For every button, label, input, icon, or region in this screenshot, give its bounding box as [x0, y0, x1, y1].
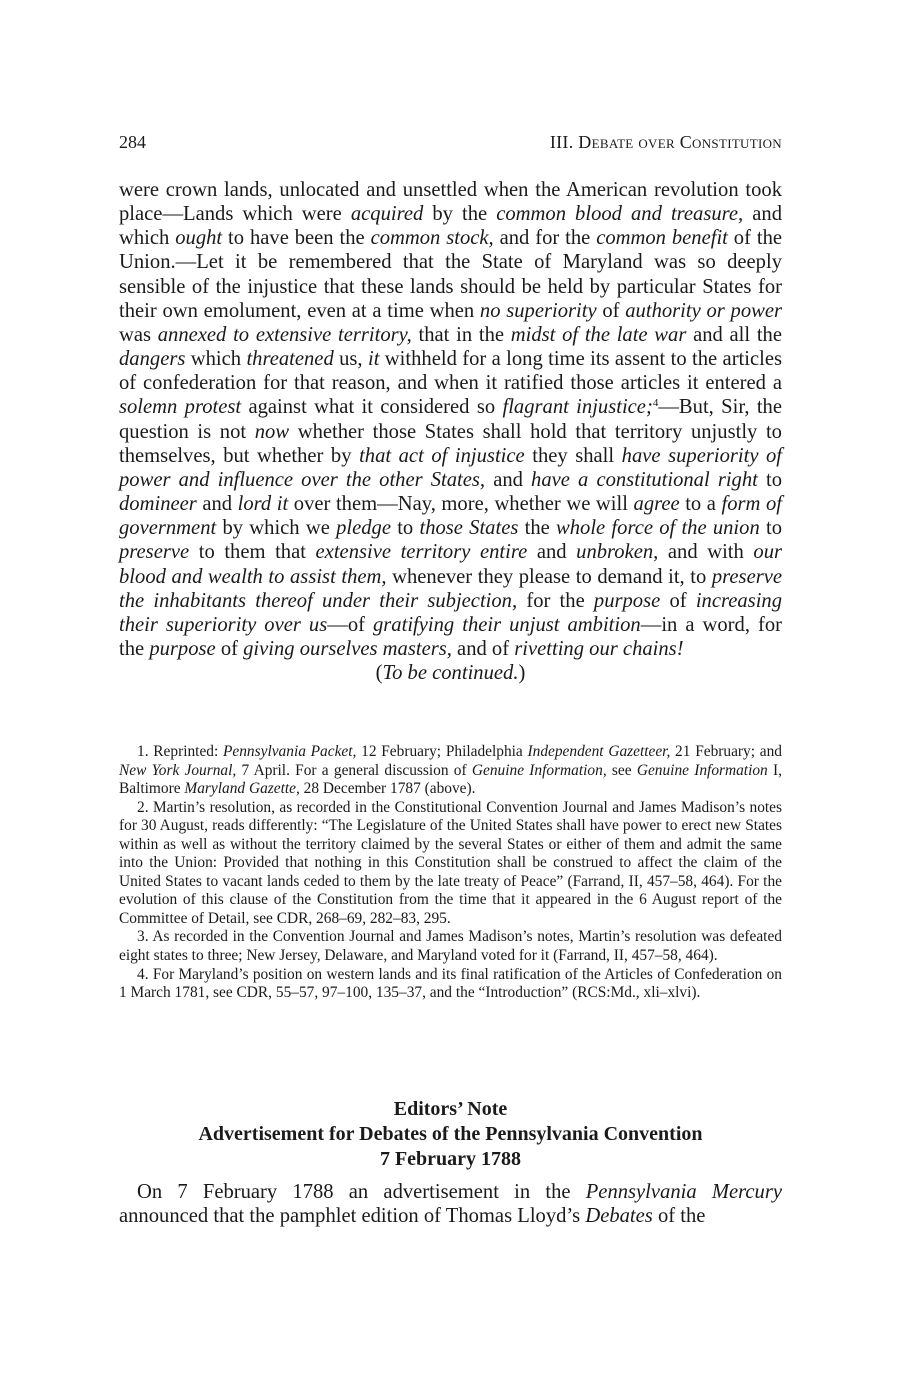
italic-text: Maryland Gazette, — [184, 780, 300, 798]
footnote-1 — [119, 743, 782, 799]
to-be-continued: (To be continued.) — [375, 662, 526, 685]
editors-note-heading — [119, 1097, 782, 1172]
italic-text: Genuine Information, — [471, 761, 607, 779]
text-run: the — [518, 517, 556, 540]
text-run: which — [185, 348, 247, 371]
subheading: Advertisement for Debates of the Pennsylvania Convention — [198, 1123, 703, 1145]
text-run: of — [215, 637, 244, 660]
italic-text: unbroken, — [576, 541, 659, 564]
footnote-2 — [119, 799, 782, 929]
italic-text: solemn protest — [119, 396, 242, 419]
italic-text: Pennsylvania Mercury — [585, 1181, 782, 1203]
italic-text: acquired — [350, 203, 424, 226]
text-run: us, — [333, 348, 368, 371]
text-run: withheld for a long time its assent to the articles of confederation for that reason, and when it ratified those articles it entered a — [119, 348, 783, 395]
text-run: by the — [423, 203, 497, 226]
italic-text: it — [367, 348, 380, 371]
footnote-4 — [119, 966, 782, 1003]
text-run: —But, Sir, the question is not — [119, 396, 782, 443]
text-run: whether those States shall hold that territory unjustly to themselves, but whether by — [119, 420, 782, 467]
text-run: were crown lands, unlocated and unsettled when the American revolution took place—Lands which were — [119, 179, 782, 226]
italic-text: Pennsylvania Packet, — [223, 743, 357, 760]
italic-text: purpose — [593, 589, 661, 612]
italic-text: gratifying their unjust ambition — [372, 613, 641, 636]
italic-text: Debates — [585, 1205, 653, 1228]
italic-text: lord it — [237, 493, 289, 516]
text-run: and — [527, 541, 577, 564]
text-run: for the — [517, 589, 594, 612]
italic-text: form of government — [119, 493, 782, 540]
footnote-3 — [119, 928, 782, 965]
italic-text: rivetting our chains! — [514, 637, 684, 660]
editors-note-paragraph — [119, 1180, 782, 1228]
italic-text: our blood and wealth to assist them, — [119, 541, 783, 588]
italic-text: common blood and treasure, — [496, 203, 744, 226]
text-run: and which — [119, 203, 782, 250]
italic-text: agree — [633, 493, 680, 516]
text-run: by which we — [216, 517, 337, 540]
italic-text: pledge — [336, 517, 391, 540]
text-run: that in the — [411, 323, 511, 346]
italic-text: New York Journal, — [119, 761, 237, 779]
italic-text: domineer — [119, 493, 197, 516]
italic-text: midst of the late war — [510, 323, 687, 346]
page-number: 284 — [119, 132, 146, 152]
italic-text: authority or power — [625, 299, 783, 322]
text-run: and — [485, 468, 532, 491]
text-run: of — [596, 299, 626, 322]
text-run: and for the — [493, 227, 597, 250]
italic-text: extensive territory entire — [315, 541, 528, 564]
text-run: to have been the — [222, 227, 371, 250]
text-run: of — [660, 589, 696, 612]
italic-text: flagrant injustice; — [502, 396, 653, 419]
italic-text: that act of injustice — [359, 444, 525, 467]
editors-note-text — [119, 1180, 782, 1228]
italic-text: increasing their superiority over us — [119, 589, 783, 636]
footnotes — [119, 743, 782, 1003]
italic-text: now — [254, 420, 290, 443]
text-run: to — [390, 517, 420, 540]
text-run: of the — [652, 1205, 706, 1228]
text-run: 28 December 1787 (above). — [299, 780, 476, 798]
text-run: they shall — [524, 444, 622, 467]
italic-text: Independent Gazetteer, — [527, 743, 671, 760]
italic-text: whole force of the union — [556, 517, 760, 540]
text-run: announced that the pamphlet edition of Thomas Lloyd’s — [119, 1205, 586, 1228]
text-run: to — [757, 468, 783, 491]
text-run: and — [196, 493, 238, 516]
italic-text: threatened — [246, 348, 334, 371]
text-run: —in a word, for the — [119, 613, 782, 660]
main-text — [119, 178, 782, 685]
italic-text: giving ourselves masters, — [243, 637, 452, 660]
italic-text: those States — [419, 517, 519, 540]
footnote-ref: 4 — [652, 397, 659, 410]
main-paragraph — [119, 178, 782, 661]
italic-text: have superiority of power and influence over the other States, — [119, 444, 783, 491]
text-run: 2. Martin’s resolution, as recorded in the Constitutional Convention Journal and James Madison’s notes for 30 August, reads differently: “The Legislature of the United States shall have power to erect new States within as well as without the territory claimed by the several States or either of them and admit the same into the Union: Provided that nothing in this Constitution shall be construed to affect the claim of the United States to vacant lands ceded to them by the late treaty of Peace” (Farrand, II, 457–58, 464). For the evolution of this clause of the Constitution from the time that it appeared in the 6 August report of the Committee of Detail, see CDR, 268–69, 282–83, 295. — [119, 798, 782, 927]
text-run: against what it considered so — [241, 396, 503, 419]
text-run: and all the — [686, 323, 782, 346]
section-title: III. Debate over Constitution — [549, 132, 782, 152]
italic-text: preserve the inhabitants thereof under their subjection, — [119, 565, 783, 612]
text-run: I, Baltimore — [119, 761, 782, 798]
text-run: and of — [451, 637, 515, 660]
text-run: to them that — [189, 541, 316, 564]
text-run: whenever they please to demand it, to — [386, 565, 712, 588]
text-run: and with — [658, 541, 754, 564]
text-run: of the Union.—Let it be remembered that the State of Maryland was so deeply sensible of the injustice that these lands should be held by particular States for their own emolument, even at a time when — [119, 227, 783, 322]
italic-text: annexed to extensive territory, — [157, 323, 412, 346]
text-run: —of — [327, 613, 373, 636]
italic-text: dangers — [119, 348, 186, 371]
text-run: was — [119, 323, 158, 346]
italic-text: common stock, — [370, 227, 494, 250]
italic-text: purpose — [149, 637, 216, 660]
italic-text: ought — [175, 227, 223, 250]
text-run: On 7 February 1788 an advertisement in the — [137, 1181, 586, 1203]
text-run: 4. For Maryland’s position on western lands and its final ratification of the Articles of Confederation on 1 March 1781, see CDR, 55–57, 97–100, 135–37, and the “Introduction” (RCS:Md., xli–xlvi). — [119, 965, 782, 1002]
text-run: 7 April. For a general discussion of — [236, 761, 472, 779]
text-run: 12 February; Philadelphia — [356, 743, 528, 760]
text-run: to — [759, 517, 782, 540]
text-run: over them—Nay, more, whether we will — [288, 493, 634, 516]
text-run: 3. As recorded in the Convention Journal and James Madison’s notes, Martin’s resolution was defeated eight states to three; New Jersey, Delaware, and Maryland voted for it (Farrand, II, 457–58, 464). — [119, 928, 782, 965]
italic-text: have a constitutional right — [531, 468, 758, 491]
italic-text: common benefit — [596, 227, 728, 250]
text-run: see — [606, 761, 637, 779]
italic-text: preserve — [119, 541, 190, 564]
heading-date: 7 February 1788 — [379, 1148, 522, 1170]
text-run: 1. Reprinted: — [137, 743, 223, 760]
italic-text: no superiority — [479, 299, 597, 322]
italic-text: Genuine Information — [636, 761, 768, 779]
heading: Editors’ Note — [393, 1098, 508, 1120]
text-run: to a — [679, 493, 722, 516]
text-run: 21 February; and — [670, 743, 782, 760]
